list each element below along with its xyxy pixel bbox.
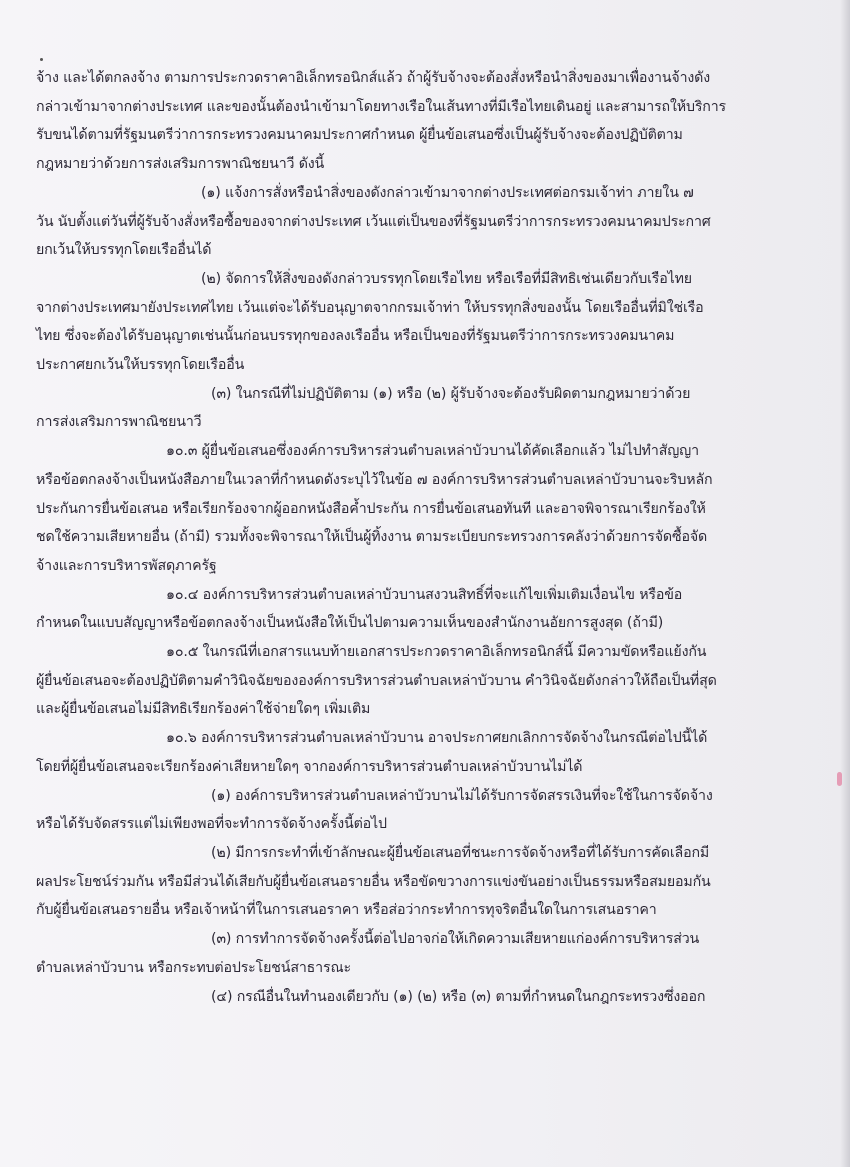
subclause-2-heading: (๒) มีการกระทำที่เข้าลักษณะผู้ยื่นข้อเสนอที่ชนะการจัดจ้างหรือที่ได้รับการคัดเลือกมี [211,844,710,861]
speck-mark [40,58,43,61]
section-10-6-heading: ๑๐.๖ องค์การบริหารส่วนตำบลเหล่าบัวบาน อาจประกาศยกเลิกการจัดจ้างในกรณีต่อไปนี้ได้ [166,730,708,747]
document-body [36,62,741,1011]
text-line: ยกเว้นให้บรรทุกโดยเรืออื่นได้ [36,242,212,259]
text-line: ชดใช้ความเสียหายอื่น (ถ้ามี) รวมทั้งจะพิจารณาให้เป็นผู้ทิ้งงาน ตามระเบียบกระทรวงการคลังว่าด้วยการจัดซื้อจัด [36,529,708,546]
text-line: กฎหมายว่าด้วยการส่งเสริมการพาณิชยนาวี ดังนี้ [36,156,325,173]
text-line: หรือข้อตกลงจ้างเป็นหนังสือภายในเวลาที่กำหนดดังระบุไว้ในข้อ ๗ องค์การบริหารส่วนตำบลเหล่าบัวบานจะริบหลัก [36,471,713,488]
text-line: จากต่างประเทศมายังประเทศไทย เว้นแต่จะได้รับอนุญาตจากกรมเจ้าท่า ให้บรรทุกสิ่งของนั้น โดยเรืออื่นที่มิใช่เรือ [36,299,704,316]
subclause-3-heading: (๓) การทำการจัดจ้างครั้งนี้ต่อไปอาจก่อให้เกิดความเสียหายแก่องค์การบริหารส่วน [211,931,700,948]
text-line: วัน นับตั้งแต่วันที่ผู้รับจ้างสั่งหรือซื้อของจากต่างประเทศ เว้นแต่เป็นของที่รัฐมนตรีว่าการกระทรวงคมนาคมประกาศ [36,213,711,230]
text-line: โดยที่ผู้ยื่นข้อเสนอจะเรียกร้องค่าเสียหายใดๆ จากองค์การบริหารส่วนตำบลเหล่าบัวบานไม่ได้ [36,758,583,775]
clause-3-heading: (๓) ในกรณีที่ไม่ปฏิบัติตาม (๑) หรือ (๒) ผู้รับจ้างจะต้องรับผิดตามกฎหมายว่าด้วย [211,385,691,402]
text-line: ไทย ซึ่งจะต้องได้รับอนุญาตเช่นนั้นก่อนบรรทุกของลงเรืออื่น หรือเป็นของที่รัฐมนตรีว่าการกระทรวงคมนาคม [36,328,675,345]
section-10-5-heading: ๑๐.๕ ในกรณีที่เอกสารแนบท้ายเอกสารประกวดราคาอิเล็กทรอนิกส์นี้ มีความขัดหรือแย้งกัน [166,644,707,661]
text-line: จ้างและการบริหารพัสดุภาครัฐ [36,557,217,574]
text-line: กล่าวเข้ามาจากต่างประเทศ และของนั้นต้องนำเข้ามาโดยทางเรือในเส้นทางที่มีเรือไทยเดินอยู่ และสามารถให้บริการ [36,98,727,115]
text-line: จ้าง และได้ตกลงจ้าง ตามการประกวดราคาอิเล็กทรอนิกส์แล้ว ถ้าผู้รับจ้างจะต้องสั่งหรือนำสิ่งของมาเพื่องานจ้างดัง [36,70,711,86]
text-line: ตำบลเหล่าบัวบาน หรือกระทบต่อประโยชน์สาธารณะ [36,959,351,976]
text-line: ผลประโยชน์ร่วมกัน หรือมีส่วนได้เสียกับผู้ยื่นข้อเสนอรายอื่น หรือขัดขวางการแข่งขันอย่างเป็นธรรมหรือสมยอมกัน [36,873,711,890]
subclause-4-heading: (๔) กรณีอื่นในทำนองเดียวกับ (๑) (๒) หรือ (๓) ตามที่กำหนดในกฎกระทรวงซึ่งออก [211,988,706,1005]
section-10-4-heading: ๑๐.๔ องค์การบริหารส่วนตำบลเหล่าบัวบานสงวนสิทธิ์ที่จะแก้ไขเพิ่มเติมเงื่อนไข หรือข้อ [166,586,683,603]
page-edge-shadow [840,0,850,1167]
text-line: ประกันการยื่นข้อเสนอ หรือเรียกร้องจากผู้ออกหนังสือค้ำประกัน การยื่นข้อเสนอทันที และอาจพิจารณาเรียกร้องให้ [36,500,706,517]
text-line: หรือได้รับจัดสรรแต่ไม่เพียงพอที่จะทำการจัดจ้างครั้งนี้ต่อไป [36,816,387,833]
clause-1-heading: (๑) แจ้งการสั่งหรือนำสิ่งของดังกล่าวเข้ามาจากต่างประเทศต่อกรมเจ้าท่า ภายใน ๗ [201,184,694,201]
text-line: การส่งเสริมการพาณิชยนาวี [36,414,202,431]
text-line: ผู้ยื่นข้อเสนอจะต้องปฏิบัติตามคำวินิจฉัยขององค์การบริหารส่วนตำบลเหล่าบัวบาน คำวินิจฉัยดังกล่าวให้ถือเป็นที่สุด [36,672,717,689]
clause-2-heading: (๒) จัดการให้สิ่งของดังกล่าวบรรทุกโดยเรือไทย หรือเรือที่มีสิทธิเช่นเดียวกับเรือไทย [201,270,692,287]
text-line: และผู้ยื่นข้อเสนอไม่มีสิทธิเรียกร้องค่าใช้จ่ายใดๆ เพิ่มเติม [36,701,371,718]
section-10-3-heading: ๑๐.๓ ผู้ยื่นข้อเสนอซึ่งองค์การบริหารส่วนตำบลเหล่าบัวบานได้คัดเลือกแล้ว ไม่ไปทำสัญญา [166,443,699,460]
subclause-1-heading: (๑) องค์การบริหารส่วนตำบลเหล่าบัวบานไม่ได้รับการจัดสรรเงินที่จะใช้ในการจัดจ้าง [211,787,713,804]
text-line: ประกาศยกเว้นให้บรรทุกโดยเรืออื่น [36,357,245,374]
text-line: กับผู้ยื่นข้อเสนอรายอื่น หรือเจ้าหน้าที่ในการเสนอราคา หรือส่อว่ากระทำการทุจริตอื่นใดในการเสนอราคา [36,902,657,919]
ink-mark [837,772,842,786]
text-line: กำหนดในแบบสัญญาหรือข้อตกลงจ้างเป็นหนังสือให้เป็นไปตามความเห็นของสำนักงานอัยการสูงสุด (ถ้ามี) [36,615,664,632]
text-line: รับขนได้ตามที่รัฐมนตรีว่าการกระทรวงคมนาคมประกาศกำหนด ผู้ยื่นข้อเสนอซึ่งเป็นผู้รับจ้างจะต้องปฏิบัติตาม [36,127,683,144]
